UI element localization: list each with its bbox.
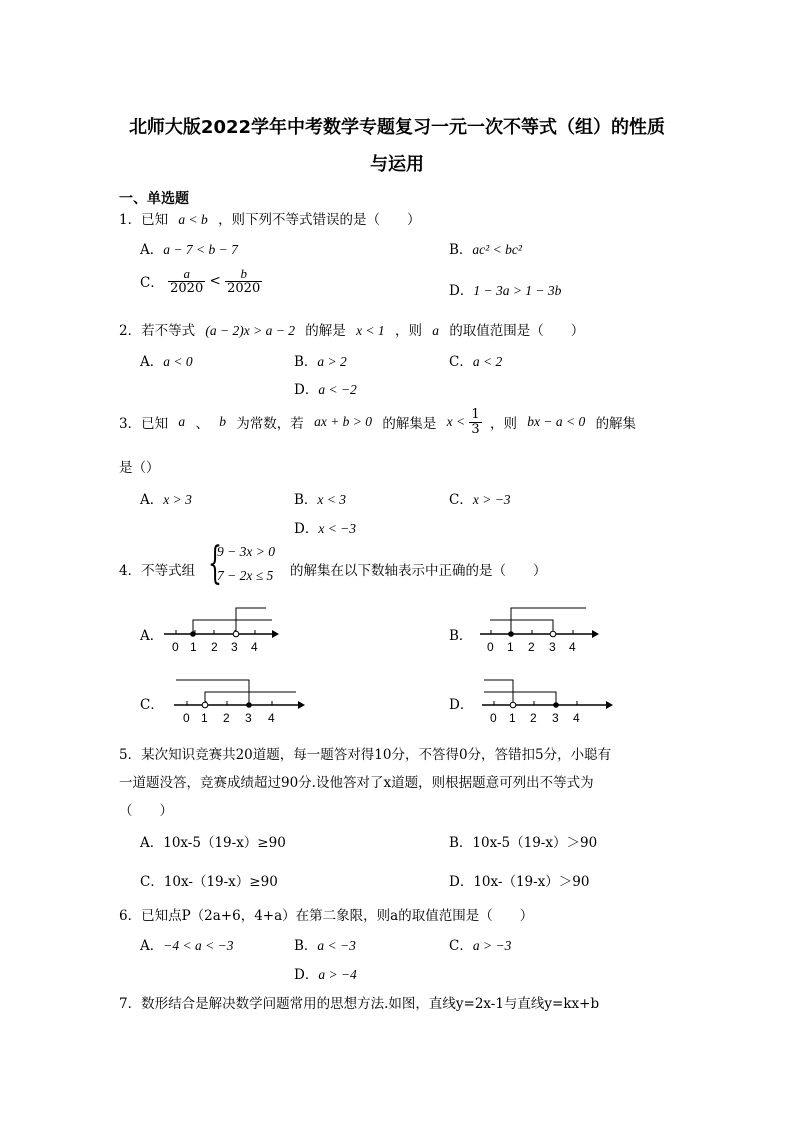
option-math: a − 7 < b − 7 [163,242,238,257]
option-math: a > −4 [318,967,357,982]
numerator: b [225,267,262,282]
option-math: x > 3 [163,492,192,507]
q6-option-a[interactable] [140,934,233,954]
q1-option-d[interactable] [449,279,561,299]
q3-math-3: bx − a < 0 [527,414,586,430]
q4-system-line2: 7 − 2x ≤ 5 [217,568,274,583]
operator: < [209,273,221,290]
q3-math-a: a [178,414,186,430]
solution-brackets [484,680,556,705]
q3-stem-text-4: ，则 [490,416,517,433]
page-title-line2: 与运用 [370,154,424,175]
q3-stem-text-3: 的解集是 [382,416,437,433]
q4-option-d-numberline[interactable] [478,672,618,724]
open-dot [202,702,208,708]
q3-math-b: b [219,414,226,430]
tick-label: 0 [490,711,497,724]
tick-label: 4 [268,711,275,724]
q6-option-d[interactable] [294,963,357,983]
q3-stem-text: 3．已知 [119,416,169,433]
question-2-stem [119,319,584,339]
option-letter: D． [294,967,319,983]
question-1-stem [119,208,421,228]
q1-stem-text-2: ，则下列不等式错误的是（ ） [218,212,421,228]
q4-option-c-numberline[interactable] [170,672,310,724]
tick-label: 3 [245,711,252,724]
q2-stem-text-2: 的解是 [305,323,346,339]
option-math: a < 2 [472,354,503,369]
q3-stem-text-5: 的解集 [595,416,637,433]
option-math: a > 2 [317,354,347,369]
option-math: 1 − 3a > 1 − 3b [473,283,562,298]
axis [482,701,613,709]
tick-label: 4 [251,640,258,654]
brace-icon: { [208,538,222,589]
q2-option-c[interactable] [449,350,502,370]
q4-system-line1: 9 − 3x > 0 [217,544,275,559]
tick-label: 1 [507,640,514,654]
option-letter: B． [449,242,473,258]
question-5-line1: 5．某次知识竞赛共20道题，每一题答对得10分，不答得0分，答错扣5分，小聪有 [119,747,612,763]
q6-option-b[interactable] [294,934,356,954]
q3-option-b[interactable] [294,488,346,508]
q5-option-b[interactable]: B．10x-5（19-x）＞90 [449,835,598,851]
axis [174,701,305,709]
page-title-line1: 北师大版2022学年中考数学专题复习一元一次不等式（组）的性质 [128,117,666,138]
fraction [168,267,205,295]
option-letter: A． [140,354,164,370]
q5-option-c[interactable]: C．10x-（19-x）≥90 [140,874,278,890]
tick-label: 1 [201,711,208,724]
q1-option-c[interactable] [140,267,262,295]
solution-brackets [176,680,296,705]
tick-label: 0 [183,711,190,724]
q4-option-a-numberline[interactable] [160,602,280,654]
closed-dot [246,702,252,708]
solution-brackets [193,608,272,634]
q3-math-2: x < [446,414,466,430]
tick-label: 0 [172,640,179,654]
option-letter: A． [140,938,164,954]
option-letter: D． [294,382,319,398]
q1-math: a < b [178,212,208,227]
option-letter: C． [449,938,473,954]
option-letter: A． [140,492,164,508]
q2-stem-text-3: ，则 [394,323,422,339]
q1-option-b[interactable] [449,238,522,258]
question-5-line3: （ ） [119,803,173,819]
q4-option-d-label[interactable]: D． [449,697,474,713]
option-math: a < 0 [163,354,193,369]
q2-stem-text: 2．若不等式 [119,323,196,339]
q5-option-d[interactable]: D．10x-（19-x）＞90 [449,874,590,890]
q3-option-c[interactable] [449,488,511,508]
axis [164,630,279,638]
option-letter: A． [140,242,164,258]
tick-label: 0 [487,640,494,654]
tick-label: 1 [190,640,197,654]
question-3-stem [119,408,636,436]
option-math: x < 3 [317,492,347,507]
q3-option-d[interactable] [294,517,356,537]
solution-brackets [490,608,586,634]
option-letter: D． [294,521,319,537]
fraction [225,267,262,295]
option-math: a > −3 [472,938,512,953]
option-math: x < −3 [318,521,357,536]
option-letter: D． [449,283,474,299]
q4-stem-text: 4．不等式组 [119,563,196,579]
q1-stem-text: 1．已知 [119,212,169,228]
q2-math: (a − 2)x > a − 2 [205,323,295,338]
fraction [469,408,481,436]
numerator: a [168,267,205,282]
q3-option-a[interactable] [140,488,192,508]
tick-label: 2 [211,640,218,654]
option-letter: B． [294,354,318,370]
q4-option-a-label[interactable]: A． [140,628,164,644]
option-math: ac² < bc² [472,242,522,257]
tick-label: 4 [569,640,576,654]
q4-option-b-numberline[interactable] [476,602,602,654]
q2-option-b[interactable] [294,350,347,370]
q2-math-2: x < 1 [356,323,385,338]
denominator: 2020 [170,280,204,296]
q2-option-a[interactable] [140,350,193,370]
tick-label: 3 [231,640,238,654]
question-7-stem: 7．数形结合是解决数学问题常用的思想方法.如图，直线y=2x-1与直线y=kx+b [119,996,600,1012]
tick-label: 4 [573,711,580,724]
open-dot [233,631,239,637]
option-math: a < −3 [317,938,356,953]
closed-dot [508,631,514,637]
option-math: a < −2 [318,382,357,397]
option-letter: C． [449,492,473,508]
q2-stem-text-4: 的取值范围是（ ） [449,323,585,339]
q1-option-a[interactable] [140,238,238,258]
q4-option-c-label[interactable]: C． [140,697,164,713]
section-heading: 一、单选题 [119,191,189,207]
denominator: 2020 [227,280,261,296]
numerator: 1 [471,407,480,422]
q2-math-3: a [432,323,440,338]
q3-math-1: ax + b > 0 [314,414,373,430]
question-6-stem: 6．已知点P（2a+6，4+a）在第二象限，则a的取值范围是（ ） [119,908,534,924]
q5-option-a[interactable]: A．10x-5（19-x）≥90 [140,835,286,851]
tick-label: 1 [509,711,516,724]
option-math: x > −3 [472,492,511,507]
tick-label: 2 [528,640,535,654]
closed-dot [190,631,196,637]
tick-label: 2 [223,711,230,724]
q4-stem-text-2: 的解集在以下数轴表示中正确的是（ ） [290,563,547,579]
q3-stem-text-2: 为常数，若 [236,416,304,433]
q6-option-c[interactable] [449,934,511,954]
option-letter: B． [294,492,318,508]
open-dot [550,631,556,637]
closed-dot [553,702,559,708]
question-5-line2: 一道题没答，竞赛成绩超过90分.设他答对了x道题，则根据题意可列出不等式为 [119,775,594,791]
option-letter: B． [294,938,318,954]
tick-label: 3 [552,711,559,724]
option-letter: C． [449,354,473,370]
tick-label: 2 [530,711,537,724]
open-dot [510,702,516,708]
question-3-stem-cont: 是（） [119,460,160,476]
option-math: −4 < a < −3 [163,938,234,953]
tick-label: 3 [549,640,556,654]
option-letter: C． [140,275,164,292]
q4-option-b-label[interactable]: B． [449,628,473,644]
q3-separator: 、 [195,416,209,433]
axis [480,630,599,638]
denominator: 3 [471,421,480,437]
q2-option-d[interactable] [294,378,357,398]
